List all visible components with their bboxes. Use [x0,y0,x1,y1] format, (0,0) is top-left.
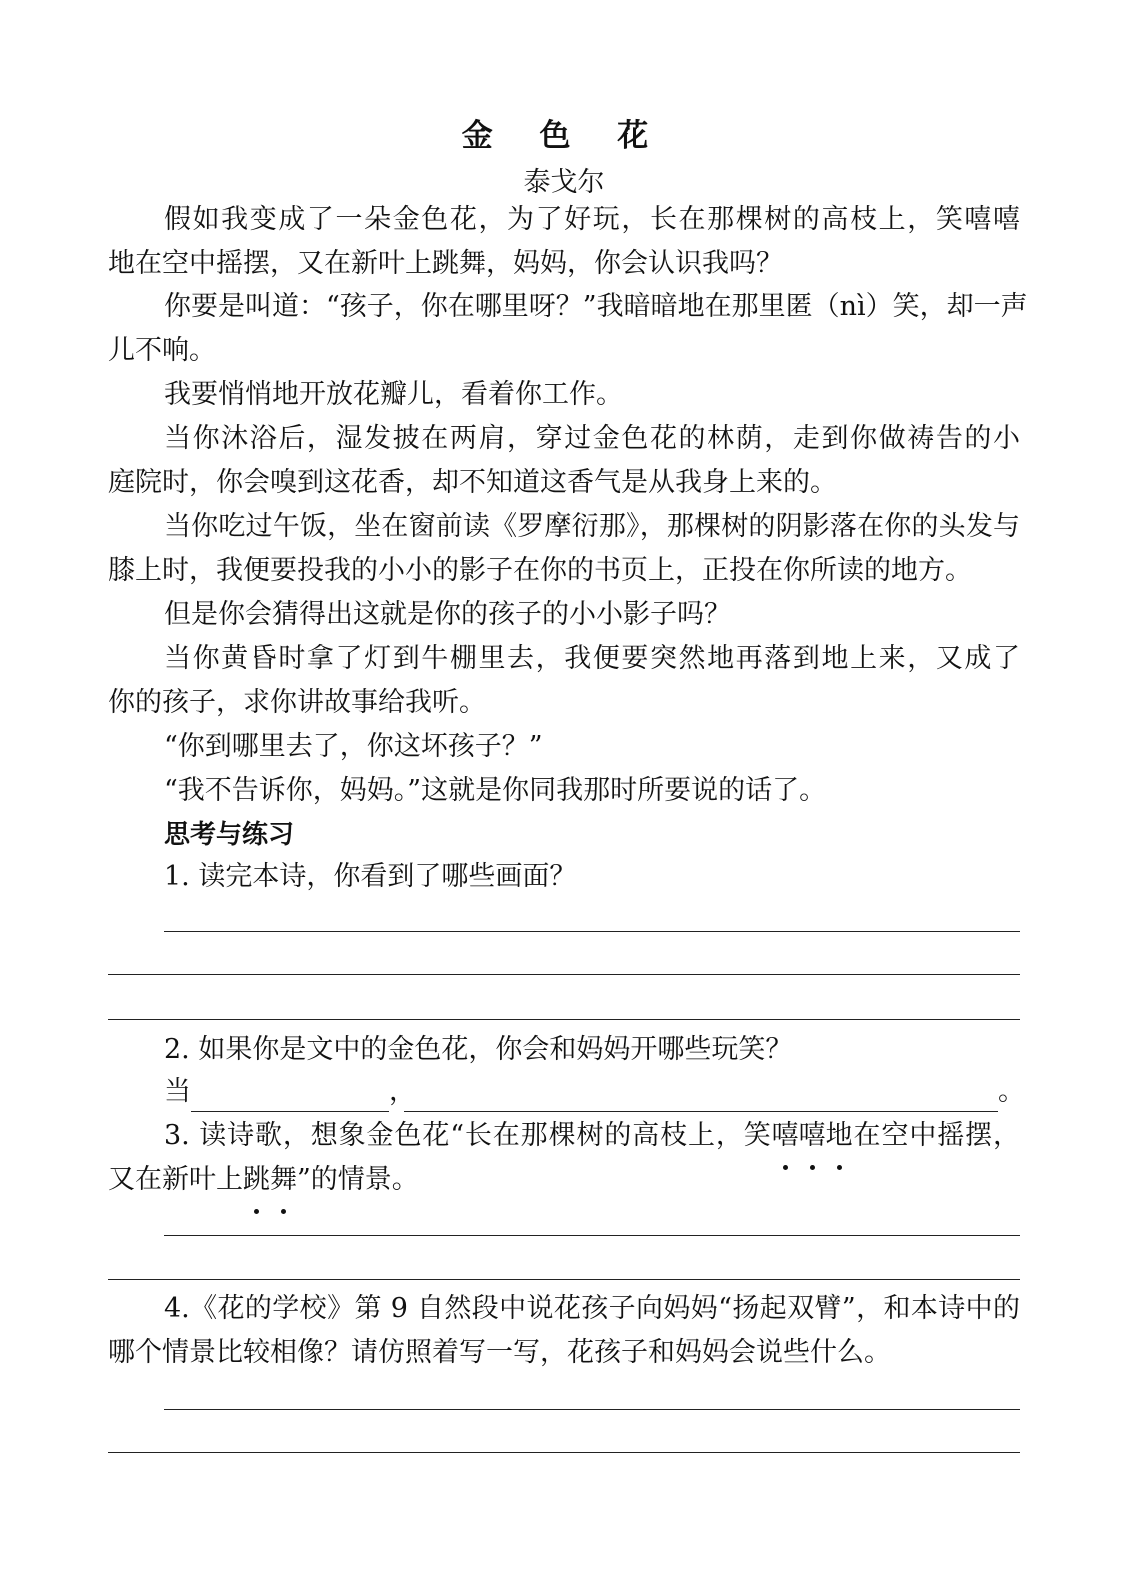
question-3-line [164,1116,1020,1156]
question-4-line: 4.《花的学校》第 9 自然段中说花孩子向妈妈“扬起双臂”，和本诗中的 [164,1293,1020,1324]
poem-line: 假如我变成了一朵金色花，为了好玩，长在那棵树的高枝上，笑嘻嘻 [164,204,1020,235]
poem-author: 泰戈尔 [523,167,605,198]
poem-line: 庭院时，你会嗅到这花香，却不知道这香气是从我身上来的。 [108,467,837,498]
fill-blank-joke[interactable] [404,1081,998,1112]
question-3-text: 又在新叶上 [108,1164,243,1195]
emphasis-char: 舞 [270,1160,297,1200]
answer-line[interactable] [164,1235,1020,1236]
poem-title: 金 色 花 [461,118,667,154]
poem-line: 儿不响。 [108,335,216,366]
poem-line: 当你吃过午饭，坐在窗前读《罗摩衍那》，那棵树的阴影落在你的头发与 [164,511,1020,542]
question-2: 2. 如果你是文中的金色花，你会和妈妈开哪些玩笑？ [164,1034,793,1065]
poem-line: 但是你会猜得出这就是你的孩子的小小影子吗？ [164,599,731,630]
question-3-text: 在空中摇摆， [852,1120,1020,1151]
poem-line: “你到哪里去了，你这坏孩子？” [164,731,543,762]
answer-line[interactable] [108,1452,1020,1453]
fill-prefix: 当 [164,1076,191,1107]
poem-line: 我要悄悄地开放花瓣儿，看着你工作。 [164,379,623,410]
poem-line: 膝上时，我便要投我的小小的影子在你的书页上，正投在你所读的地方。 [108,555,972,586]
answer-line[interactable] [164,1409,1020,1410]
answer-line[interactable] [164,931,1020,932]
question-1: 1. 读完本诗，你看到了哪些画面？ [164,861,577,892]
question-2-fill [164,1072,1025,1112]
emphasis-char: 跳 [243,1160,270,1200]
question-3-text: ”的情景。 [297,1164,419,1195]
fill-period: 。 [998,1076,1025,1107]
question-4-line: 哪个情景比较相像？请仿照着写一写，花孩子和妈妈会说些什么。 [108,1337,891,1368]
poem-line: 当你沐浴后，湿发披在两肩，穿过金色花的林荫，走到你做祷告的小 [164,423,1020,454]
poem-line: 你的孩子，求你讲故事给我听。 [108,687,486,718]
exercise-heading: 思考与练习 [164,820,295,850]
answer-line[interactable] [108,1279,1020,1280]
emphasis-char: 嘻 [772,1116,799,1156]
emphasis-char: 嘻 [799,1116,826,1156]
fill-comma: ， [389,1076,416,1107]
question-3-text: 3. 读诗歌，想象金色花“长在那棵树的高枝上，笑 [164,1120,772,1151]
fill-blank-when[interactable] [191,1081,389,1112]
emphasis-char: 地 [826,1116,853,1156]
poem-line: 地在空中摇摆，又在新叶上跳舞，妈妈，你会认识我吗？ [108,248,783,279]
answer-line[interactable] [108,974,1020,975]
poem-line: “我不告诉你，妈妈。”这就是你同我那时所要说的话了。 [164,775,827,806]
poem-line: 当你黄昏时拿了灯到牛棚里去，我便要突然地再落到地上来，又成了 [164,643,1020,674]
answer-line[interactable] [108,1019,1020,1020]
question-3-line [108,1160,1020,1200]
poem-line: 你要是叫道：“孩子，你在哪里呀？”我暗暗地在那里匿（nì）笑，却一声 [164,291,1028,322]
